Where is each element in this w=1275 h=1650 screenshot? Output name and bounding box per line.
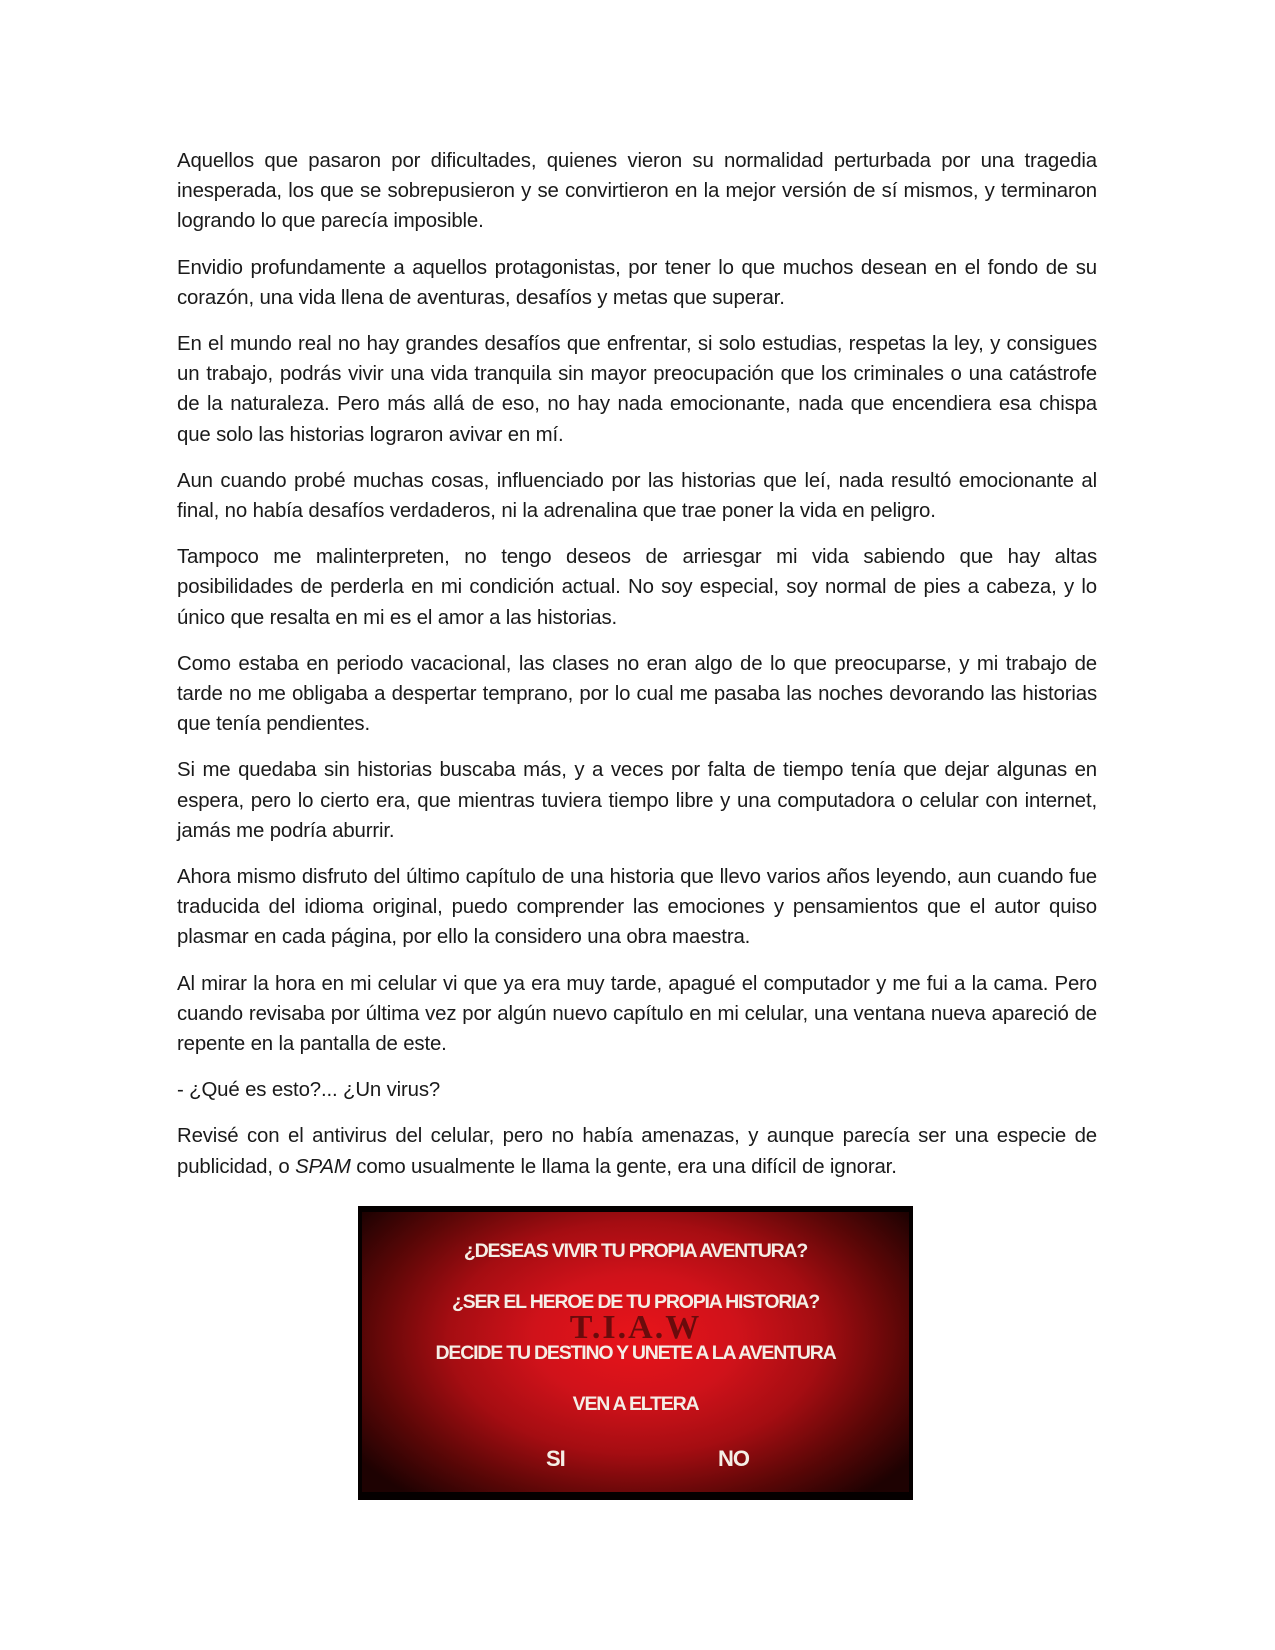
paragraph-3: En el mundo real no hay grandes desafíos que enfrentar, si solo estudias, respetas la ley, y consigues un trabajo, podrás vivir una vida tranquila sin mayor preocupación que los criminales o una catástrofe de la naturaleza. Pero más allá de eso, no hay nada emocionante, nada que encendiera esa chispa que solo las historias lograron avivar en mí. (177, 333, 1097, 446)
ad-popup-panel (362, 1212, 909, 1492)
ad-headline-4: VEN A ELTERA (572, 1393, 699, 1415)
ad-popup-image (358, 1206, 913, 1500)
ad-watermark-logo: T.I.A.W (569, 1309, 702, 1346)
paragraph-4: Aun cuando probé muchas cosas, influenciado por las historias que leí, nada resultó emocionante al final, no había desafíos verdaderos, ni la adrenalina que trae poner la vida en peligro. (177, 469, 1097, 523)
paragraph-8: Ahora mismo disfruto del último capítulo de una historia que llevo varios años leyendo, aun cuando fue traducida del idioma original, puedo comprender las emociones y pensamientos que el autor quiso plasmar en cada página, por ello la considero una obra maestra. (177, 866, 1097, 949)
paragraph-1: Aquellos que pasaron por dificultades, quienes vieron su normalidad perturbada por una tragedia inesperada, los que se sobrepusieron y se convirtieron en la mejor versión de sí mismos, y terminaron logrando lo que parecía imposible. (177, 150, 1097, 233)
paragraph-2: Envidio profundamente a aquellos protagonistas, por tener lo que muchos desean en el fondo de su corazón, una vida llena de aventuras, desafíos y metas que superar. (177, 256, 1097, 309)
paragraph-11-start: Revisé con el antivirus del celular, pero no había amenazas, y aunque parecía ser una especie de publicidad, o (177, 1125, 1097, 1178)
ad-no-button[interactable]: NO (718, 1446, 749, 1471)
paragraph-6: Como estaba en periodo vacacional, las clases no eran algo de lo que preocuparse, y mi trabajo de tarde no me obligaba a despertar temprano, por lo cual me pasaba las noches devorando las historias que tenía pendientes. (177, 652, 1097, 736)
paragraph-11-end: como usualmente le llama la gente, era una difícil de ignorar. (350, 1155, 897, 1178)
paragraph-7: Si me quedaba sin historias buscaba más, y a veces por falta de tiempo tenía que dejar algunas en espera, pero lo cierto era, que mientras tuviera tiempo libre y una computadora o celular con internet, jamás me podría aburrir. (177, 759, 1097, 842)
ad-yes-button[interactable]: SI (546, 1446, 565, 1471)
dialogue-line: - ¿Qué es esto?... ¿Un virus? (177, 1079, 441, 1102)
ad-choice-buttons (362, 1446, 909, 1476)
paragraph-9: Al mirar la hora en mi celular vi que ya era muy tarde, apagué el computador y me fui a la cama. Pero cuando revisaba por última vez por algún nuevo capítulo en mi celular, una ventana nueva apareció de repente en la pantalla de este. (177, 972, 1097, 1056)
paragraph-11 (177, 1121, 1097, 1181)
ad-headline-1: ¿DESEAS VIVIR TU PROPIA AVENTURA? (463, 1240, 808, 1262)
document-body (177, 146, 1097, 1198)
ad-headline-3: DECIDE TU DESTINO Y UNETE A LA AVENTURA (435, 1342, 836, 1364)
paragraph-5: Tampoco me malinterpreten, no tengo deseos de arriesgar mi vida sabiendo que hay altas posibilidades de perderla en mi condición actual. No soy especial, soy normal de pies a cabeza, y lo único que resalta en mi es el amor a las historias. (177, 546, 1097, 629)
spam-emphasis: SPAM (295, 1155, 351, 1178)
ad-headline-2: ¿SER EL HEROE DE TU PROPIA HISTORIA? (451, 1291, 820, 1313)
